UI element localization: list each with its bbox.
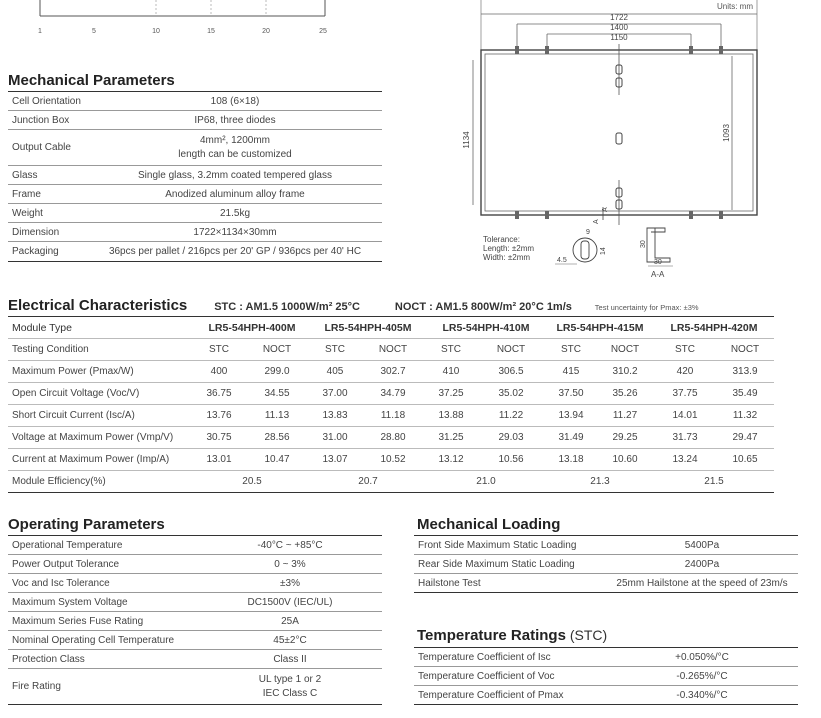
row-value: 1722×1134×30mm xyxy=(88,223,382,242)
row-value-line2: IEC Class C xyxy=(262,687,318,699)
row-value: 2400Pa xyxy=(606,555,798,574)
cell-value: 13.18 xyxy=(546,449,596,471)
row-value: 25A xyxy=(198,612,382,631)
condition-noct: NOCT xyxy=(244,339,310,361)
cell-value: 37.50 xyxy=(546,383,596,405)
cell-value: 13.94 xyxy=(546,405,596,427)
table-row xyxy=(8,427,774,449)
row-label: Junction Box xyxy=(8,111,88,130)
condition-stc: STC xyxy=(546,339,596,361)
table-row xyxy=(8,449,774,471)
table-row xyxy=(8,339,774,361)
cell-value: 13.07 xyxy=(310,449,360,471)
cell-value: 34.55 xyxy=(244,383,310,405)
table-row xyxy=(8,242,382,262)
cell-value: 35.02 xyxy=(476,383,546,405)
temperature-title: Temperature Ratings xyxy=(417,627,566,644)
axis-tick: 5 xyxy=(92,28,96,35)
row-label: Short Circuit Current (Isc/A) xyxy=(8,405,194,427)
table-row xyxy=(8,185,382,204)
row-value: DC1500V (IEC/UL) xyxy=(198,593,382,612)
cell-value: 313.9 xyxy=(716,361,774,383)
uncertainty-note: Test uncertainty for Pmax: ±3% xyxy=(594,303,699,312)
axis-tick: 15 xyxy=(207,28,215,35)
condition-stc: STC xyxy=(426,339,476,361)
cell-value: 299.0 xyxy=(244,361,310,383)
temperature-title-wrap xyxy=(417,627,607,645)
table-row xyxy=(8,92,382,111)
cell-value: 13.24 xyxy=(654,449,716,471)
row-value: 21.5kg xyxy=(88,204,382,223)
temperature-table xyxy=(414,647,798,705)
cell-value: 302.7 xyxy=(360,361,426,383)
row-label: Operational Temperature xyxy=(8,536,198,555)
model-name: LR5-54HPH-405M xyxy=(310,317,426,339)
cell-value: 10.52 xyxy=(360,449,426,471)
dim-1134: 1134 xyxy=(462,131,471,149)
row-label: Testing Condition xyxy=(8,339,194,361)
row-label: Module Efficiency(%) xyxy=(8,471,194,493)
cell-value: 31.73 xyxy=(654,427,716,449)
row-value-line2: length can be customized xyxy=(178,148,292,160)
row-value: 5400Pa xyxy=(606,536,798,555)
condition-noct: NOCT xyxy=(476,339,546,361)
cell-value: 11.13 xyxy=(244,405,310,427)
cell-value: 10.60 xyxy=(596,449,654,471)
row-value: -40°C ~ +85°C xyxy=(198,536,382,555)
row-label: Protection Class xyxy=(8,650,198,669)
section-mark-bottom: A xyxy=(593,219,600,224)
cell-value: 306.5 xyxy=(476,361,546,383)
row-label: Packaging xyxy=(8,242,88,262)
model-name: LR5-54HPH-415M xyxy=(546,317,654,339)
loading-table xyxy=(414,535,798,593)
table-row xyxy=(8,669,382,705)
condition-noct: NOCT xyxy=(360,339,426,361)
cell-value: 415 xyxy=(546,361,596,383)
row-label: Fire Rating xyxy=(8,669,198,705)
cell-value: 28.80 xyxy=(360,427,426,449)
row-label: Current at Maximum Power (Imp/A) xyxy=(8,449,194,471)
cell-value: 310.2 xyxy=(596,361,654,383)
cell-value: 10.47 xyxy=(244,449,310,471)
row-label: Maximum Power (Pmax/W) xyxy=(8,361,194,383)
cell-value: 13.76 xyxy=(194,405,244,427)
dim-30a: 30 xyxy=(640,240,647,248)
row-value: UL type 1 or 2 xyxy=(258,673,322,685)
top-chart-axis xyxy=(0,0,340,40)
row-value: 36pcs per pallet / 216pcs per 20' GP / 936pcs per 40' HC xyxy=(88,242,382,262)
row-label: Weight xyxy=(8,204,88,223)
cell-value: 10.56 xyxy=(476,449,546,471)
row-label: Power Output Tolerance xyxy=(8,555,198,574)
condition-stc: STC xyxy=(310,339,360,361)
cell-value: 14.01 xyxy=(654,405,716,427)
row-value: 0 ~ 3% xyxy=(198,555,382,574)
table-row xyxy=(414,536,798,555)
row-label: Temperature Coefficient of Pmax xyxy=(414,686,606,705)
dim-1400: 1400 xyxy=(610,23,628,32)
cell-value: 11.18 xyxy=(360,405,426,427)
cell-value: 21.5 xyxy=(654,471,774,493)
row-value: 45±2°C xyxy=(198,631,382,650)
cell-value: 21.0 xyxy=(426,471,546,493)
cell-value: 31.00 xyxy=(310,427,360,449)
row-value: ±3% xyxy=(198,574,382,593)
row-label: Front Side Maximum Static Loading xyxy=(414,536,606,555)
model-name: LR5-54HPH-420M xyxy=(654,317,774,339)
row-label: Cell Orientation xyxy=(8,92,88,111)
cell-value: 13.83 xyxy=(310,405,360,427)
axis-tick: 25 xyxy=(319,28,327,35)
cell-value: 37.00 xyxy=(310,383,360,405)
row-label: Voc and Isc Tolerance xyxy=(8,574,198,593)
row-label: Maximum System Voltage xyxy=(8,593,198,612)
row-value: IP68, three diodes xyxy=(88,111,382,130)
table-row xyxy=(8,555,382,574)
row-label: Frame xyxy=(8,185,88,204)
units-label: Units: mm xyxy=(717,2,753,11)
cell-value: 34.79 xyxy=(360,383,426,405)
cell-value: 37.75 xyxy=(654,383,716,405)
row-label: Open Circuit Voltage (Voc/V) xyxy=(8,383,194,405)
electrical-header xyxy=(8,297,699,315)
table-row xyxy=(8,204,382,223)
cell-value: 13.12 xyxy=(426,449,476,471)
row-value: Anodized aluminum alloy frame xyxy=(88,185,382,204)
table-row xyxy=(8,223,382,242)
cell-value: 11.27 xyxy=(596,405,654,427)
row-label: Temperature Coefficient of Isc xyxy=(414,648,606,667)
row-label: Module Type xyxy=(8,317,194,339)
dim-9: 9 xyxy=(586,229,590,236)
axis-tick: 10 xyxy=(152,28,160,35)
cell-value: 35.26 xyxy=(596,383,654,405)
row-label: Maximum Series Fuse Rating xyxy=(8,612,198,631)
dim-30b: 30 xyxy=(654,259,662,266)
stc-conditions: STC : AM1.5 1000W/m² 25°C xyxy=(214,301,360,313)
table-row xyxy=(8,574,382,593)
dim-1722: 1722 xyxy=(610,13,628,22)
row-value: Class II xyxy=(198,650,382,669)
row-value: -0.340%/°C xyxy=(606,686,798,705)
cell-value: 28.56 xyxy=(244,427,310,449)
condition-noct: NOCT xyxy=(596,339,654,361)
temperature-title-suffix: (STC) xyxy=(565,627,608,643)
cell-value: 29.03 xyxy=(476,427,546,449)
cell-value: 31.49 xyxy=(546,427,596,449)
cell-value: 35.49 xyxy=(716,383,774,405)
table-row xyxy=(8,612,382,631)
axis-tick: 1 xyxy=(38,28,42,35)
dim-14: 14 xyxy=(600,247,607,255)
condition-stc: STC xyxy=(194,339,244,361)
row-label: Dimension xyxy=(8,223,88,242)
table-row xyxy=(414,686,798,705)
row-value: 4mm², 1200mm xyxy=(199,134,270,146)
row-value: Single glass, 3.2mm coated tempered glass xyxy=(88,166,382,185)
table-row xyxy=(8,405,774,427)
table-row xyxy=(8,317,774,339)
noct-conditions: NOCT : AM1.5 800W/m² 20°C 1m/s xyxy=(394,301,572,313)
table-row xyxy=(8,650,382,669)
row-label: Voltage at Maximum Power (Vmp/V) xyxy=(8,427,194,449)
condition-stc: STC xyxy=(654,339,716,361)
cell-value: 420 xyxy=(654,361,716,383)
module-drawing xyxy=(455,0,795,285)
condition-noct: NOCT xyxy=(716,339,774,361)
cell-value: 31.25 xyxy=(426,427,476,449)
electrical-table xyxy=(8,316,774,493)
row-label: Output Cable xyxy=(8,130,88,166)
operating-table xyxy=(8,535,382,705)
cell-value: 36.75 xyxy=(194,383,244,405)
cell-value: 10.65 xyxy=(716,449,774,471)
table-row xyxy=(8,593,382,612)
table-row xyxy=(8,166,382,185)
row-label: Hailstone Test xyxy=(414,574,606,593)
cell-value: 21.3 xyxy=(546,471,654,493)
table-row xyxy=(414,574,798,593)
table-row xyxy=(414,667,798,686)
section-label: A-A xyxy=(651,270,665,279)
tolerance-length: Length: ±2mm xyxy=(483,244,535,253)
row-value: +0.050%/°C xyxy=(606,648,798,667)
table-row xyxy=(8,361,774,383)
cell-value: 410 xyxy=(426,361,476,383)
cell-value: 400 xyxy=(194,361,244,383)
dim-4-5: 4.5 xyxy=(557,257,567,264)
cell-value: 13.88 xyxy=(426,405,476,427)
dim-1150: 1150 xyxy=(610,33,628,42)
cell-value: 13.01 xyxy=(194,449,244,471)
cell-value: 11.22 xyxy=(476,405,546,427)
row-value: 108 (6×18) xyxy=(88,92,382,111)
dim-1093: 1093 xyxy=(722,124,731,142)
axis-tick: 20 xyxy=(262,28,270,35)
row-label: Glass xyxy=(8,166,88,185)
cell-value: 37.25 xyxy=(426,383,476,405)
cell-value: 30.75 xyxy=(194,427,244,449)
operating-title: Operating Parameters xyxy=(8,516,165,533)
row-label: Temperature Coefficient of Voc xyxy=(414,667,606,686)
table-row xyxy=(8,383,774,405)
tolerance-width: Width: ±2mm xyxy=(483,253,531,262)
cell-value: 20.5 xyxy=(194,471,310,493)
section-mark-top: A xyxy=(602,207,609,212)
row-label: Rear Side Maximum Static Loading xyxy=(414,555,606,574)
table-row xyxy=(414,648,798,667)
cell-value: 20.7 xyxy=(310,471,426,493)
table-row xyxy=(8,471,774,493)
table-row xyxy=(8,111,382,130)
row-value: 25mm Hailstone at the speed of 23m/s xyxy=(606,574,798,593)
table-row xyxy=(8,130,382,166)
cell-value: 11.32 xyxy=(716,405,774,427)
row-value: -0.265%/°C xyxy=(606,667,798,686)
table-row xyxy=(8,536,382,555)
loading-title: Mechanical Loading xyxy=(417,516,561,533)
table-row xyxy=(414,555,798,574)
tolerance-title: Tolerance: xyxy=(483,235,520,244)
table-row xyxy=(8,631,382,650)
mechanical-table xyxy=(8,91,382,262)
cell-value: 29.47 xyxy=(716,427,774,449)
cell-value: 29.25 xyxy=(596,427,654,449)
model-name: LR5-54HPH-400M xyxy=(194,317,310,339)
model-name: LR5-54HPH-410M xyxy=(426,317,546,339)
electrical-title: Electrical Characteristics xyxy=(8,297,188,314)
cell-value: 405 xyxy=(310,361,360,383)
row-label: Nominal Operating Cell Temperature xyxy=(8,631,198,650)
mechanical-title: Mechanical Parameters xyxy=(8,72,175,89)
